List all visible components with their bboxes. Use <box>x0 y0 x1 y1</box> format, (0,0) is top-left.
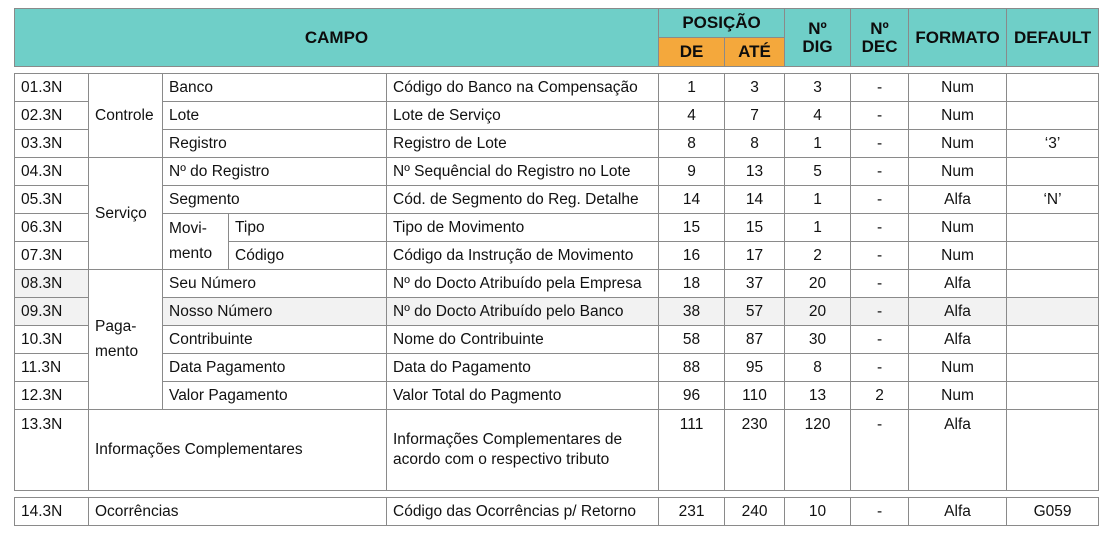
field-dec: - <box>851 354 909 382</box>
field-desc: Nº do Docto Atribuído pela Empresa <box>387 270 659 298</box>
field-id: 03.3N <box>15 130 89 158</box>
field-name: Nº do Registro <box>163 158 387 186</box>
field-name: Tipo <box>229 214 387 242</box>
field-default <box>1007 158 1099 186</box>
field-format: Alfa <box>909 498 1007 526</box>
field-dec: - <box>851 130 909 158</box>
table-header <box>15 9 1099 67</box>
field-de: 14 <box>659 186 725 214</box>
field-dec: - <box>851 326 909 354</box>
field-id: 08.3N <box>15 270 89 298</box>
field-name: Seu Número <box>163 270 387 298</box>
field-de: 231 <box>659 498 725 526</box>
header-de: DE <box>659 38 725 67</box>
field-de: 16 <box>659 242 725 270</box>
field-dec: - <box>851 498 909 526</box>
field-dig: 8 <box>785 354 851 382</box>
field-dig: 1 <box>785 130 851 158</box>
table-row <box>15 498 1099 526</box>
field-ate: 57 <box>725 298 785 326</box>
field-dig: 20 <box>785 270 851 298</box>
group-movimento: Movi- mento <box>163 214 229 270</box>
group-pagamento: Paga- mento <box>89 270 163 410</box>
field-desc: Valor Total do Pagmento <box>387 382 659 410</box>
field-dec: - <box>851 186 909 214</box>
table-body <box>15 67 1099 526</box>
header-posicao: POSIÇÃO <box>659 9 785 38</box>
field-dig: 4 <box>785 102 851 130</box>
field-de: 9 <box>659 158 725 186</box>
field-format: Alfa <box>909 410 1007 491</box>
field-desc: Nº do Docto Atribuído pelo Banco <box>387 298 659 326</box>
table-row <box>15 158 1099 186</box>
field-dig: 120 <box>785 410 851 491</box>
header-num-dig: Nº DIG <box>785 9 851 67</box>
field-ate: 87 <box>725 326 785 354</box>
field-ate: 230 <box>725 410 785 491</box>
field-desc: Tipo de Movimento <box>387 214 659 242</box>
field-ate: 15 <box>725 214 785 242</box>
field-default: ‘N’ <box>1007 186 1099 214</box>
field-dig: 5 <box>785 158 851 186</box>
field-ate: 7 <box>725 102 785 130</box>
table-row <box>15 410 1099 491</box>
field-default: ‘3’ <box>1007 130 1099 158</box>
group-controle: Controle <box>89 74 163 158</box>
field-default <box>1007 102 1099 130</box>
field-de: 15 <box>659 214 725 242</box>
field-format: Alfa <box>909 298 1007 326</box>
field-id: 10.3N <box>15 326 89 354</box>
field-name: Registro <box>163 130 387 158</box>
field-ate: 110 <box>725 382 785 410</box>
field-dig: 10 <box>785 498 851 526</box>
field-name: Contribuinte <box>163 326 387 354</box>
field-format: Num <box>909 130 1007 158</box>
field-dig: 13 <box>785 382 851 410</box>
field-ate: 3 <box>725 74 785 102</box>
field-ate: 37 <box>725 270 785 298</box>
table-row <box>15 270 1099 298</box>
field-dec: - <box>851 270 909 298</box>
table-row <box>15 74 1099 102</box>
field-dig: 20 <box>785 298 851 326</box>
table-row <box>15 102 1099 130</box>
field-default <box>1007 382 1099 410</box>
field-format: Num <box>909 102 1007 130</box>
field-id: 01.3N <box>15 74 89 102</box>
header-gap <box>15 67 1099 74</box>
field-format: Alfa <box>909 270 1007 298</box>
field-default <box>1007 270 1099 298</box>
field-default <box>1007 214 1099 242</box>
field-default <box>1007 326 1099 354</box>
field-format: Alfa <box>909 186 1007 214</box>
field-dec: - <box>851 298 909 326</box>
field-default: G059 <box>1007 498 1099 526</box>
field-ate: 95 <box>725 354 785 382</box>
field-desc: Nº Sequêncial do Registro no Lote <box>387 158 659 186</box>
field-id: 07.3N <box>15 242 89 270</box>
field-format: Num <box>909 74 1007 102</box>
field-default <box>1007 354 1099 382</box>
field-format: Alfa <box>909 326 1007 354</box>
field-de: 4 <box>659 102 725 130</box>
field-format: Num <box>909 242 1007 270</box>
field-de: 1 <box>659 74 725 102</box>
field-dec: - <box>851 410 909 491</box>
header-num-dec: Nº DEC <box>851 9 909 67</box>
field-name: Segmento <box>163 186 387 214</box>
field-ate: 13 <box>725 158 785 186</box>
field-dec: - <box>851 158 909 186</box>
field-id: 14.3N <box>15 498 89 526</box>
group-servico: Serviço <box>89 158 163 270</box>
field-ate: 14 <box>725 186 785 214</box>
field-id: 02.3N <box>15 102 89 130</box>
field-dig: 3 <box>785 74 851 102</box>
field-default <box>1007 242 1099 270</box>
field-id: 05.3N <box>15 186 89 214</box>
field-ate: 240 <box>725 498 785 526</box>
table-row <box>15 382 1099 410</box>
field-dec: - <box>851 74 909 102</box>
field-id: 06.3N <box>15 214 89 242</box>
table-row <box>15 186 1099 214</box>
table-row <box>15 214 1099 242</box>
field-id: 13.3N <box>15 410 89 491</box>
field-ate: 17 <box>725 242 785 270</box>
header-default: DEFAULT <box>1007 9 1099 67</box>
field-name: Informações Complementares <box>89 410 387 491</box>
row-gap <box>15 491 1099 498</box>
field-name: Banco <box>163 74 387 102</box>
table-row <box>15 298 1099 326</box>
field-de: 38 <box>659 298 725 326</box>
field-dec: - <box>851 214 909 242</box>
field-default <box>1007 410 1099 491</box>
header-formato: FORMATO <box>909 9 1007 67</box>
field-dig: 1 <box>785 214 851 242</box>
field-desc: Código da Instrução de Movimento <box>387 242 659 270</box>
field-ate: 8 <box>725 130 785 158</box>
field-desc: Código do Banco na Compensação <box>387 74 659 102</box>
table-row <box>15 130 1099 158</box>
header-ate: ATÉ <box>725 38 785 67</box>
field-dec: - <box>851 242 909 270</box>
field-id: 04.3N <box>15 158 89 186</box>
field-desc: Código das Ocorrências p/ Retorno <box>387 498 659 526</box>
field-format: Num <box>909 214 1007 242</box>
field-name: Nosso Número <box>163 298 387 326</box>
table-row <box>15 326 1099 354</box>
field-dig: 1 <box>785 186 851 214</box>
field-name: Valor Pagamento <box>163 382 387 410</box>
field-format: Num <box>909 158 1007 186</box>
field-id: 09.3N <box>15 298 89 326</box>
field-name: Lote <box>163 102 387 130</box>
field-de: 18 <box>659 270 725 298</box>
field-desc: Registro de Lote <box>387 130 659 158</box>
header-campo: CAMPO <box>15 9 659 67</box>
field-name: Data Pagamento <box>163 354 387 382</box>
field-format: Num <box>909 382 1007 410</box>
field-dec: - <box>851 102 909 130</box>
field-name: Código <box>229 242 387 270</box>
field-id: 12.3N <box>15 382 89 410</box>
field-de: 96 <box>659 382 725 410</box>
field-dig: 30 <box>785 326 851 354</box>
field-de: 88 <box>659 354 725 382</box>
field-layout-table <box>14 8 1099 526</box>
field-desc: Cód. de Segmento do Reg. Detalhe <box>387 186 659 214</box>
field-dec: 2 <box>851 382 909 410</box>
field-desc: Data do Pagamento <box>387 354 659 382</box>
table-row <box>15 354 1099 382</box>
field-de: 111 <box>659 410 725 491</box>
field-default <box>1007 74 1099 102</box>
field-default <box>1007 298 1099 326</box>
field-desc: Nome do Contribuinte <box>387 326 659 354</box>
field-id: 11.3N <box>15 354 89 382</box>
field-format: Num <box>909 354 1007 382</box>
field-de: 58 <box>659 326 725 354</box>
field-dig: 2 <box>785 242 851 270</box>
field-desc: Informações Complementares de acordo com o respectivo tributo <box>387 410 659 491</box>
field-name: Ocorrências <box>89 498 387 526</box>
field-de: 8 <box>659 130 725 158</box>
field-desc: Lote de Serviço <box>387 102 659 130</box>
